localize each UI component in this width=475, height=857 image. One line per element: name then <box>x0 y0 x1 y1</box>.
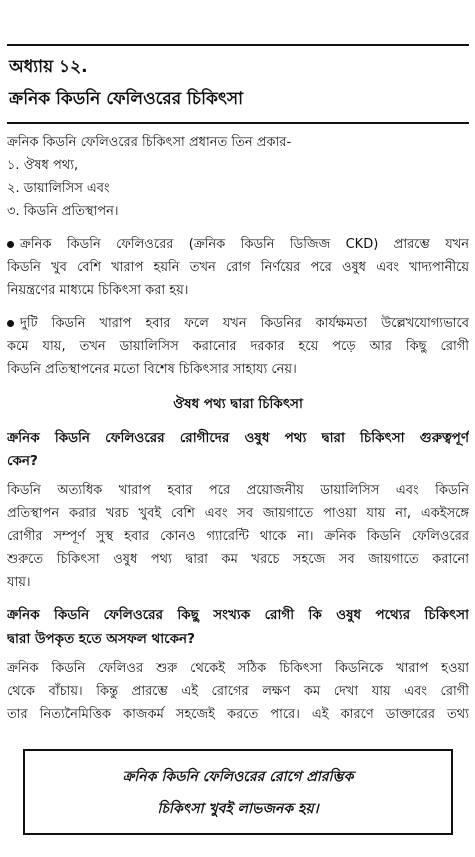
callout-line-2: চিকিৎসা খুবই লাভজনক হয়। <box>157 801 319 817</box>
bullet-1-line-3: নিয়ন্ত্রণের মাধ্যমে চিকিৎসা করা হয়। <box>7 283 189 298</box>
section-heading: ঔষধ পথ্য দ্বারা চিকিৎসা <box>173 396 303 412</box>
bullet-1-line-2: কিডনি খুব বেশি খারাপ হয়নি তখন রোগ নির্ণয়ের পরে ওষুধ এবং খাদ্যপানীয়ে <box>7 260 469 275</box>
bullet-dot-icon <box>7 320 14 327</box>
answer-1-line-3: রোগীর সম্পূর্ণ সুস্থ হবার কোনও গ্যারেন্টি থাকে না। ক্রনিক কিডনি ফেলিওরের <box>7 529 469 544</box>
list-item-medicine: ১. ঔষধ পথ্য, <box>7 158 79 173</box>
callout-box <box>23 749 453 835</box>
answer-2-line-1: ক্রনিক কিডনি ফেলিওর শুরু থেকেই সঠিক চিকিৎসা কিডনিকে খারাপ হওয়া <box>7 661 469 676</box>
answer-2-line-3: তার নিত্যনৈমিত্তিক কাজকর্ম সহজেই করতে পারে। এই কারণে ডাক্তারের তথ্য <box>7 707 469 722</box>
intro-text: ক্রনিক কিডনি ফেলিওরের চিকিৎসা প্রধানত তিন প্রকার- <box>7 135 292 150</box>
chapter-header <box>7 44 469 124</box>
bullet-2-line-1: দুটি কিডনি খারাপ হবার ফলে যখন কিডনির কার্যক্ষমতা উল্লেখযোগ্যভাবে <box>7 312 469 335</box>
answer-1-line-2: প্রতিস্থাপন করার খরচ খুবই বেশি এবং সব জায়গাতে পাওয়া যায় না, একইসঙ্গে <box>7 506 469 521</box>
question-2-line-1: ক্রনিক কিডনি ফেলিওরের কিছু সংখ্যক রোগী কি ওষুধ পথ্যের চিকিৎসা <box>7 607 469 623</box>
question-1-line-1: ক্রনিক কিডনি ফেলিওরের রোগীদের ওষুধ পথ্য দ্বারা চিকিৎসা গুরুত্বপূর্ণ <box>7 430 469 446</box>
callout-line-1: ক্রনিক কিডনি ফেলিওরের রোগে প্রারম্ভিক <box>122 769 354 785</box>
chapter-number: অধ্যায় ১২. <box>9 57 88 77</box>
answer-1-line-4: শুরুতে চিকিৎসা ওষুধ পথ্য দ্বারা কম খরচে সহজে সব জায়গাতে করানো <box>7 552 469 567</box>
list-item-dialysis: ২. ডায়ালিসিস এবং <box>7 181 110 196</box>
bullet-2-line-3: কিডনি প্রতিস্থাপনের মতো বিশেষ চিকিৎসার সাহায্য নেয়। <box>7 362 297 377</box>
question-2-line-2: দ্বারা উপকৃত হতে অসফল থাকেন? <box>7 631 195 647</box>
question-1-line-2: কেন? <box>7 453 38 469</box>
answer-2-line-2: থেকে বাঁচায়। কিন্তু প্রারম্ভে এই রোগের লক্ষণ কম দেখা যায় এবং রোগী <box>7 684 469 699</box>
bullet-2-line-2: কমে যায়, তখন ডায়ালিসিস করানোর দরকার হয়ে পড়ে আর কিছু রোগী <box>7 339 469 354</box>
bullet-1-line-1: ক্রনিক কিডনি ফেলিওরের (ক্রনিক কিডনি ডিজিজ CKD) প্রারম্ভে যখন <box>7 233 469 256</box>
answer-1-line-5: যায়। <box>7 575 31 590</box>
list-item-transplant: ৩. কিডনি প্রতিস্থাপন। <box>7 204 119 219</box>
chapter-title: ক্রনিক কিডনি ফেলিওরের চিকিৎসা <box>9 89 244 109</box>
answer-1-line-1: কিডনি অত্যধিক খারাপ হবার পরে প্রয়োজনীয় ডায়ালিসিস এবং কিডনি <box>7 483 469 498</box>
bullet-dot-icon <box>7 241 14 248</box>
